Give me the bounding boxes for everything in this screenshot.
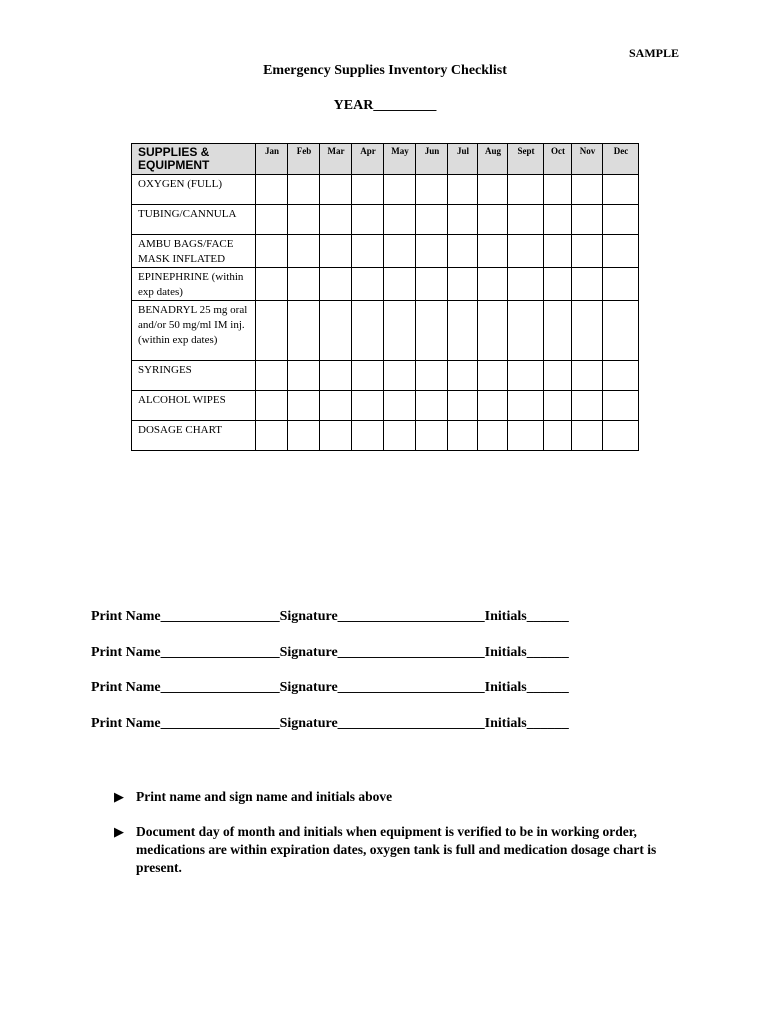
supply-item-label: DOSAGE CHART [132, 421, 256, 451]
month-header: Dec [603, 144, 639, 175]
checklist-cell[interactable] [508, 301, 544, 361]
supply-item-label: AMBU BAGS/FACE MASK INFLATED [132, 235, 256, 268]
month-header: Oct [544, 144, 572, 175]
checklist-cell[interactable] [416, 301, 448, 361]
instruction-text: Document day of month and initials when equipment is verified to be in working order, medications are within expiration dates, oxygen tank is full and medication dosage chart is present. [136, 824, 657, 875]
table-row [132, 361, 639, 391]
checklist-cell[interactable] [448, 175, 478, 205]
checklist-cell[interactable] [384, 235, 416, 268]
supply-item-label: SYRINGES [132, 361, 256, 391]
month-header: Aug [478, 144, 508, 175]
checklist-cell[interactable] [478, 175, 508, 205]
checklist-cell[interactable] [384, 391, 416, 421]
checklist-cell[interactable] [478, 391, 508, 421]
checklist-cell[interactable] [603, 421, 639, 451]
checklist-cell[interactable] [544, 205, 572, 235]
inventory-table [131, 143, 639, 451]
signature-line[interactable]: Print Name_________________Signature_____________________Initials______ [91, 609, 569, 624]
checklist-cell[interactable] [448, 421, 478, 451]
table-row [132, 391, 639, 421]
checklist-cell[interactable] [288, 175, 320, 205]
month-header: Jul [448, 144, 478, 175]
checklist-cell[interactable] [544, 235, 572, 268]
checklist-cell[interactable] [256, 421, 288, 451]
checklist-cell[interactable] [384, 361, 416, 391]
triangle-bullet-icon: ▶ [114, 824, 124, 839]
month-header: May [384, 144, 416, 175]
supply-item-label: OXYGEN (FULL) [132, 175, 256, 205]
checklist-cell[interactable] [603, 391, 639, 421]
checklist-cell[interactable] [416, 235, 448, 268]
checklist-cell[interactable] [448, 235, 478, 268]
checklist-cell[interactable] [320, 175, 352, 205]
instruction-item [114, 788, 696, 806]
checklist-cell[interactable] [256, 268, 288, 301]
checklist-cell[interactable] [320, 421, 352, 451]
checklist-cell[interactable] [572, 205, 603, 235]
month-header: Jan [256, 144, 288, 175]
checklist-cell[interactable] [352, 421, 384, 451]
checklist-cell[interactable] [352, 301, 384, 361]
checklist-cell[interactable] [352, 235, 384, 268]
table-row [132, 268, 639, 301]
checklist-cell[interactable] [478, 235, 508, 268]
checklist-cell[interactable] [416, 391, 448, 421]
checklist-cell[interactable] [320, 361, 352, 391]
month-header: Feb [288, 144, 320, 175]
month-header: Mar [320, 144, 352, 175]
month-header: Sept [508, 144, 544, 175]
checklist-cell[interactable] [544, 301, 572, 361]
checklist-cell[interactable] [384, 205, 416, 235]
checklist-cell[interactable] [256, 361, 288, 391]
supplies-column-header: SUPPLIES & EQUIPMENT [132, 144, 256, 175]
checklist-cell[interactable] [544, 175, 572, 205]
sample-label: SAMPLE [628, 46, 679, 60]
year-field: YEAR_________ [333, 98, 437, 113]
checklist-cell[interactable] [603, 175, 639, 205]
supply-item-label: ALCOHOL WIPES [132, 391, 256, 421]
checklist-cell[interactable] [416, 175, 448, 205]
checklist-cell[interactable] [603, 235, 639, 268]
checklist-cell[interactable] [572, 421, 603, 451]
checklist-cell[interactable] [508, 205, 544, 235]
checklist-cell[interactable] [416, 361, 448, 391]
signature-line[interactable]: Print Name_________________Signature_____________________Initials______ [91, 680, 569, 695]
instruction-item [114, 823, 696, 877]
checklist-cell[interactable] [384, 421, 416, 451]
supply-item-label: EPINEPHRINE (within exp dates) [132, 268, 256, 301]
checklist-cell[interactable] [572, 301, 603, 361]
checklist-cell[interactable] [320, 391, 352, 421]
checklist-cell[interactable] [544, 268, 572, 301]
signature-line[interactable]: Print Name_________________Signature_____________________Initials______ [91, 716, 569, 731]
checklist-cell[interactable] [448, 268, 478, 301]
checklist-cell[interactable] [288, 301, 320, 361]
checklist-cell[interactable] [256, 205, 288, 235]
checklist-cell[interactable] [320, 301, 352, 361]
checklist-cell[interactable] [352, 175, 384, 205]
checklist-cell[interactable] [288, 391, 320, 421]
checklist-cell[interactable] [478, 301, 508, 361]
checklist-cell[interactable] [508, 268, 544, 301]
checklist-cell[interactable] [508, 361, 544, 391]
checklist-cell[interactable] [478, 268, 508, 301]
checklist-cell[interactable] [478, 361, 508, 391]
triangle-bullet-icon: ▶ [114, 789, 124, 804]
checklist-cell[interactable] [352, 361, 384, 391]
checklist-cell[interactable] [256, 301, 288, 361]
table-row [132, 175, 639, 205]
supply-item-label: TUBING/CANNULA [132, 205, 256, 235]
table-row [132, 301, 639, 361]
page-title: Emergency Supplies Inventory Checklist [263, 63, 507, 78]
checklist-cell[interactable] [288, 421, 320, 451]
checklist-cell[interactable] [288, 205, 320, 235]
checklist-cell[interactable] [352, 205, 384, 235]
checklist-cell[interactable] [288, 361, 320, 391]
checklist-cell[interactable] [603, 268, 639, 301]
checklist-cell[interactable] [448, 361, 478, 391]
checklist-cell[interactable] [320, 205, 352, 235]
checklist-cell[interactable] [508, 235, 544, 268]
checklist-cell[interactable] [478, 205, 508, 235]
checklist-cell[interactable] [416, 421, 448, 451]
checklist-cell[interactable] [448, 391, 478, 421]
checklist-cell[interactable] [416, 268, 448, 301]
checklist-cell[interactable] [384, 301, 416, 361]
checklist-cell[interactable] [544, 421, 572, 451]
checklist-cell[interactable] [384, 175, 416, 205]
checklist-cell[interactable] [572, 391, 603, 421]
checklist-cell[interactable] [603, 301, 639, 361]
checklist-cell[interactable] [352, 268, 384, 301]
checklist-cell[interactable] [572, 175, 603, 205]
checklist-cell[interactable] [352, 391, 384, 421]
checklist-cell[interactable] [288, 268, 320, 301]
checklist-cell[interactable] [416, 205, 448, 235]
checklist-cell[interactable] [603, 205, 639, 235]
checklist-cell[interactable] [508, 175, 544, 205]
checklist-cell[interactable] [320, 268, 352, 301]
checklist-cell[interactable] [508, 391, 544, 421]
instruction-text: Print name and sign name and initials above [136, 789, 393, 804]
checklist-cell[interactable] [448, 205, 478, 235]
table-row [132, 205, 639, 235]
checklist-cell[interactable] [256, 235, 288, 268]
checklist-cell[interactable] [448, 301, 478, 361]
table-row [132, 421, 639, 451]
checklist-cell[interactable] [572, 268, 603, 301]
checklist-cell[interactable] [603, 361, 639, 391]
signature-line[interactable]: Print Name_________________Signature_____________________Initials______ [91, 645, 569, 660]
month-header: Nov [572, 144, 603, 175]
checklist-cell[interactable] [288, 235, 320, 268]
checklist-cell[interactable] [320, 235, 352, 268]
checklist-cell[interactable] [572, 361, 603, 391]
checklist-cell[interactable] [256, 175, 288, 205]
checklist-cell[interactable] [544, 391, 572, 421]
checklist-cell[interactable] [256, 391, 288, 421]
month-header: Jun [416, 144, 448, 175]
table-row [132, 235, 639, 268]
checklist-cell[interactable] [384, 268, 416, 301]
checklist-cell[interactable] [572, 235, 603, 268]
checklist-cell[interactable] [544, 361, 572, 391]
month-header: Apr [352, 144, 384, 175]
checklist-cell[interactable] [478, 421, 508, 451]
supply-item-label: BENADRYL 25 mg oral and/or 50 mg/ml IM inj. (within exp dates) [132, 301, 256, 361]
table-header-row [132, 144, 639, 175]
checklist-cell[interactable] [508, 421, 544, 451]
